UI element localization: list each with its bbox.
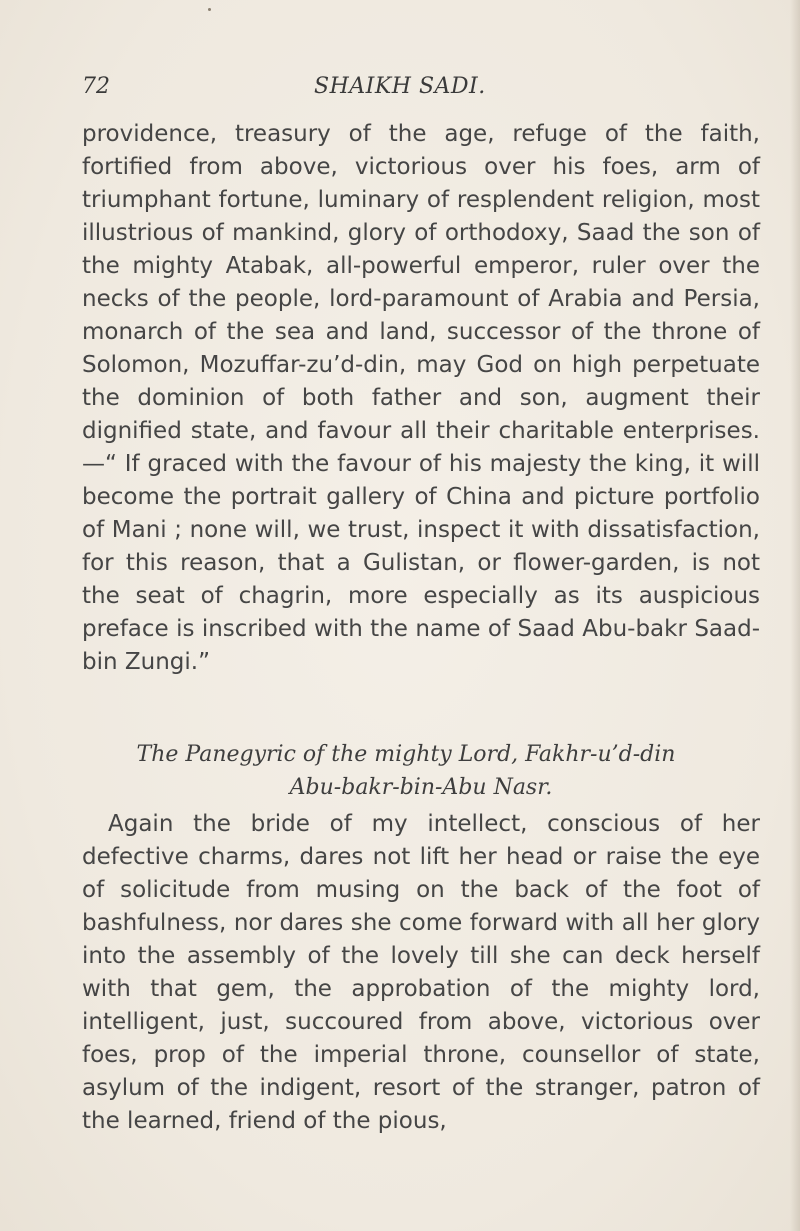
- page-edge-shadow: [790, 0, 800, 1231]
- section-title-line: The Panegyric of the mighty Lord, Fakhr-u’d-din: [136, 742, 676, 767]
- page-header: [82, 74, 762, 110]
- paragraph: providence, treasury of the age, refuge of the faith, fortified from above, victorious over his foes, arm of triumphant fortune, luminary of resplendent religion, most illustrious of mankind, glory of orthodoxy, Saad the son of the mighty Atabak, all-powerful emperor, ruler over the necks of the people, lord-paramount of Arabia and Persia, monarch of the sea and land, successor of the throne of Solomon, Mozuffar-zu’d-din, may God on high perpetuate the dominion of both father and son, augment their dignified state, and favour all their charitable enterprises.—“ If graced with the favour of his majesty the king, it will become the portrait gallery of China and picture portfolio of Mani ; none will, we trust, inspect it with dissatisfaction, for this reason, that a Gulistan, or flower-garden, is not the seat of chagrin, more especially as its auspicious preface is inscribed with the name of Saad Abu-bakr Saad-bin Zungi.”: [82, 121, 760, 675]
- section-title: [82, 738, 760, 804]
- paragraph: Again the bride of my intellect, conscious of her defective charms, dares not lift her head or raise the eye of solicitude from musing on the back of the foot of bashfulness, nor dares she come forward with all her glory into the assembly of the lovely till she can deck herself with that gem, the approbation of the mighty lord, intelligent, just, succoured from above, victorious over foes, prop of the imperial throne, counsellor of state, asylum of the indigent, resort of the stranger, patron of the learned, friend of the pious,: [82, 811, 760, 1134]
- page-number: 72: [82, 74, 110, 99]
- running-head: SHAIKH SADI.: [314, 74, 486, 99]
- body-text: [82, 808, 760, 1138]
- body-text: [82, 118, 760, 679]
- section-title-line: Abu-bakr-bin-Abu Nasr.: [289, 775, 553, 800]
- paper-speck: [208, 8, 211, 11]
